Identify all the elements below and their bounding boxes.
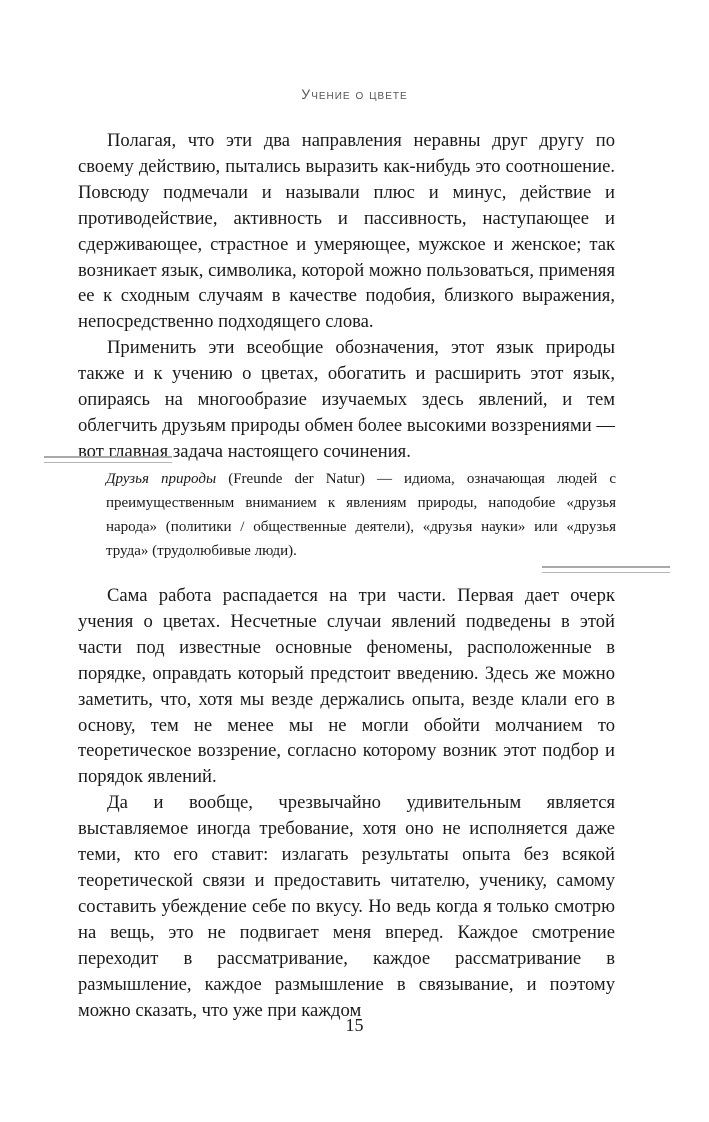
paragraph: Сама работа распадается на три части. Первая дает очерк учения о цветах. Несчетные случаи явлений подведены в этой части под известные основные феномены, расположенные в порядке, оправдать который предстоит введению. Здесь же можно заметить, что, хотя мы везде держались опыта, везде клали его в основу, тем не менее мы не могли обойти молчанием то теоретическое воззрение, согласно которому возник этот подбор и порядок явлений. <box>78 585 615 788</box>
body-text-top <box>78 128 615 465</box>
paragraph: Да и вообще, чрезвычайно удивительным является выставляемое иногда требование, хотя оно не исполняется даже теми, кто его ставит: излагать результаты опыта без всякой теоретической связи и предоставить читателю, ученику, самому составить убеждение себе по вкусу. Но ведь когда я только смотрю на вещь, это не подвигает меня вперед. Каждое смотрение переходит в рассматривание, каждое рассматривание в размышление, каждое размышление в связывание, и поэтому можно сказать, что уже при каждом <box>78 792 615 1021</box>
note-term: Друзья природы <box>106 471 217 487</box>
paragraph: Полагая, что эти два направления неравны друг другу по своему действию, пытались выразить как-нибудь это соотношение. Повсюду подмечали и называли плюс и минус, действие и противодействие, активность и пассивность, наступающее и сдерживающее, страстное и умеряющее, мужское и женское; так возникает язык, символика, которой можно пользоваться, применяя ее к сходным случаям в качестве подобия, близкого выражения, непосредственно подходящего слова. <box>78 130 615 333</box>
note-top-rule <box>44 456 172 458</box>
page-number: 15 <box>345 1015 364 1035</box>
sidebar-note <box>106 467 616 563</box>
note-text: (Freunde der Natur) — идиома, означающая людей с преимущественным вниманием к явлениям природы, наподобие «друзья народа» (политики / общественные деятели), «друзья науки» или «друзья труда» (трудолюбивые люди). <box>106 471 616 559</box>
note-bottom-rule <box>542 572 670 573</box>
note-bottom-rule <box>542 566 670 568</box>
running-head: Учение о цвете <box>301 86 408 102</box>
body-text-bottom <box>78 583 615 1023</box>
paragraph: Применить эти всеобщие обозначения, этот язык природы также и к учению о цветах, обогатить и расширить этот язык, опираясь на многообразие изучаемых здесь явлений, и тем облегчить друзьям природы обмен более высокими воззрениями — вот главная задача настоящего сочинения. <box>78 337 615 462</box>
note-top-rule <box>44 462 172 463</box>
